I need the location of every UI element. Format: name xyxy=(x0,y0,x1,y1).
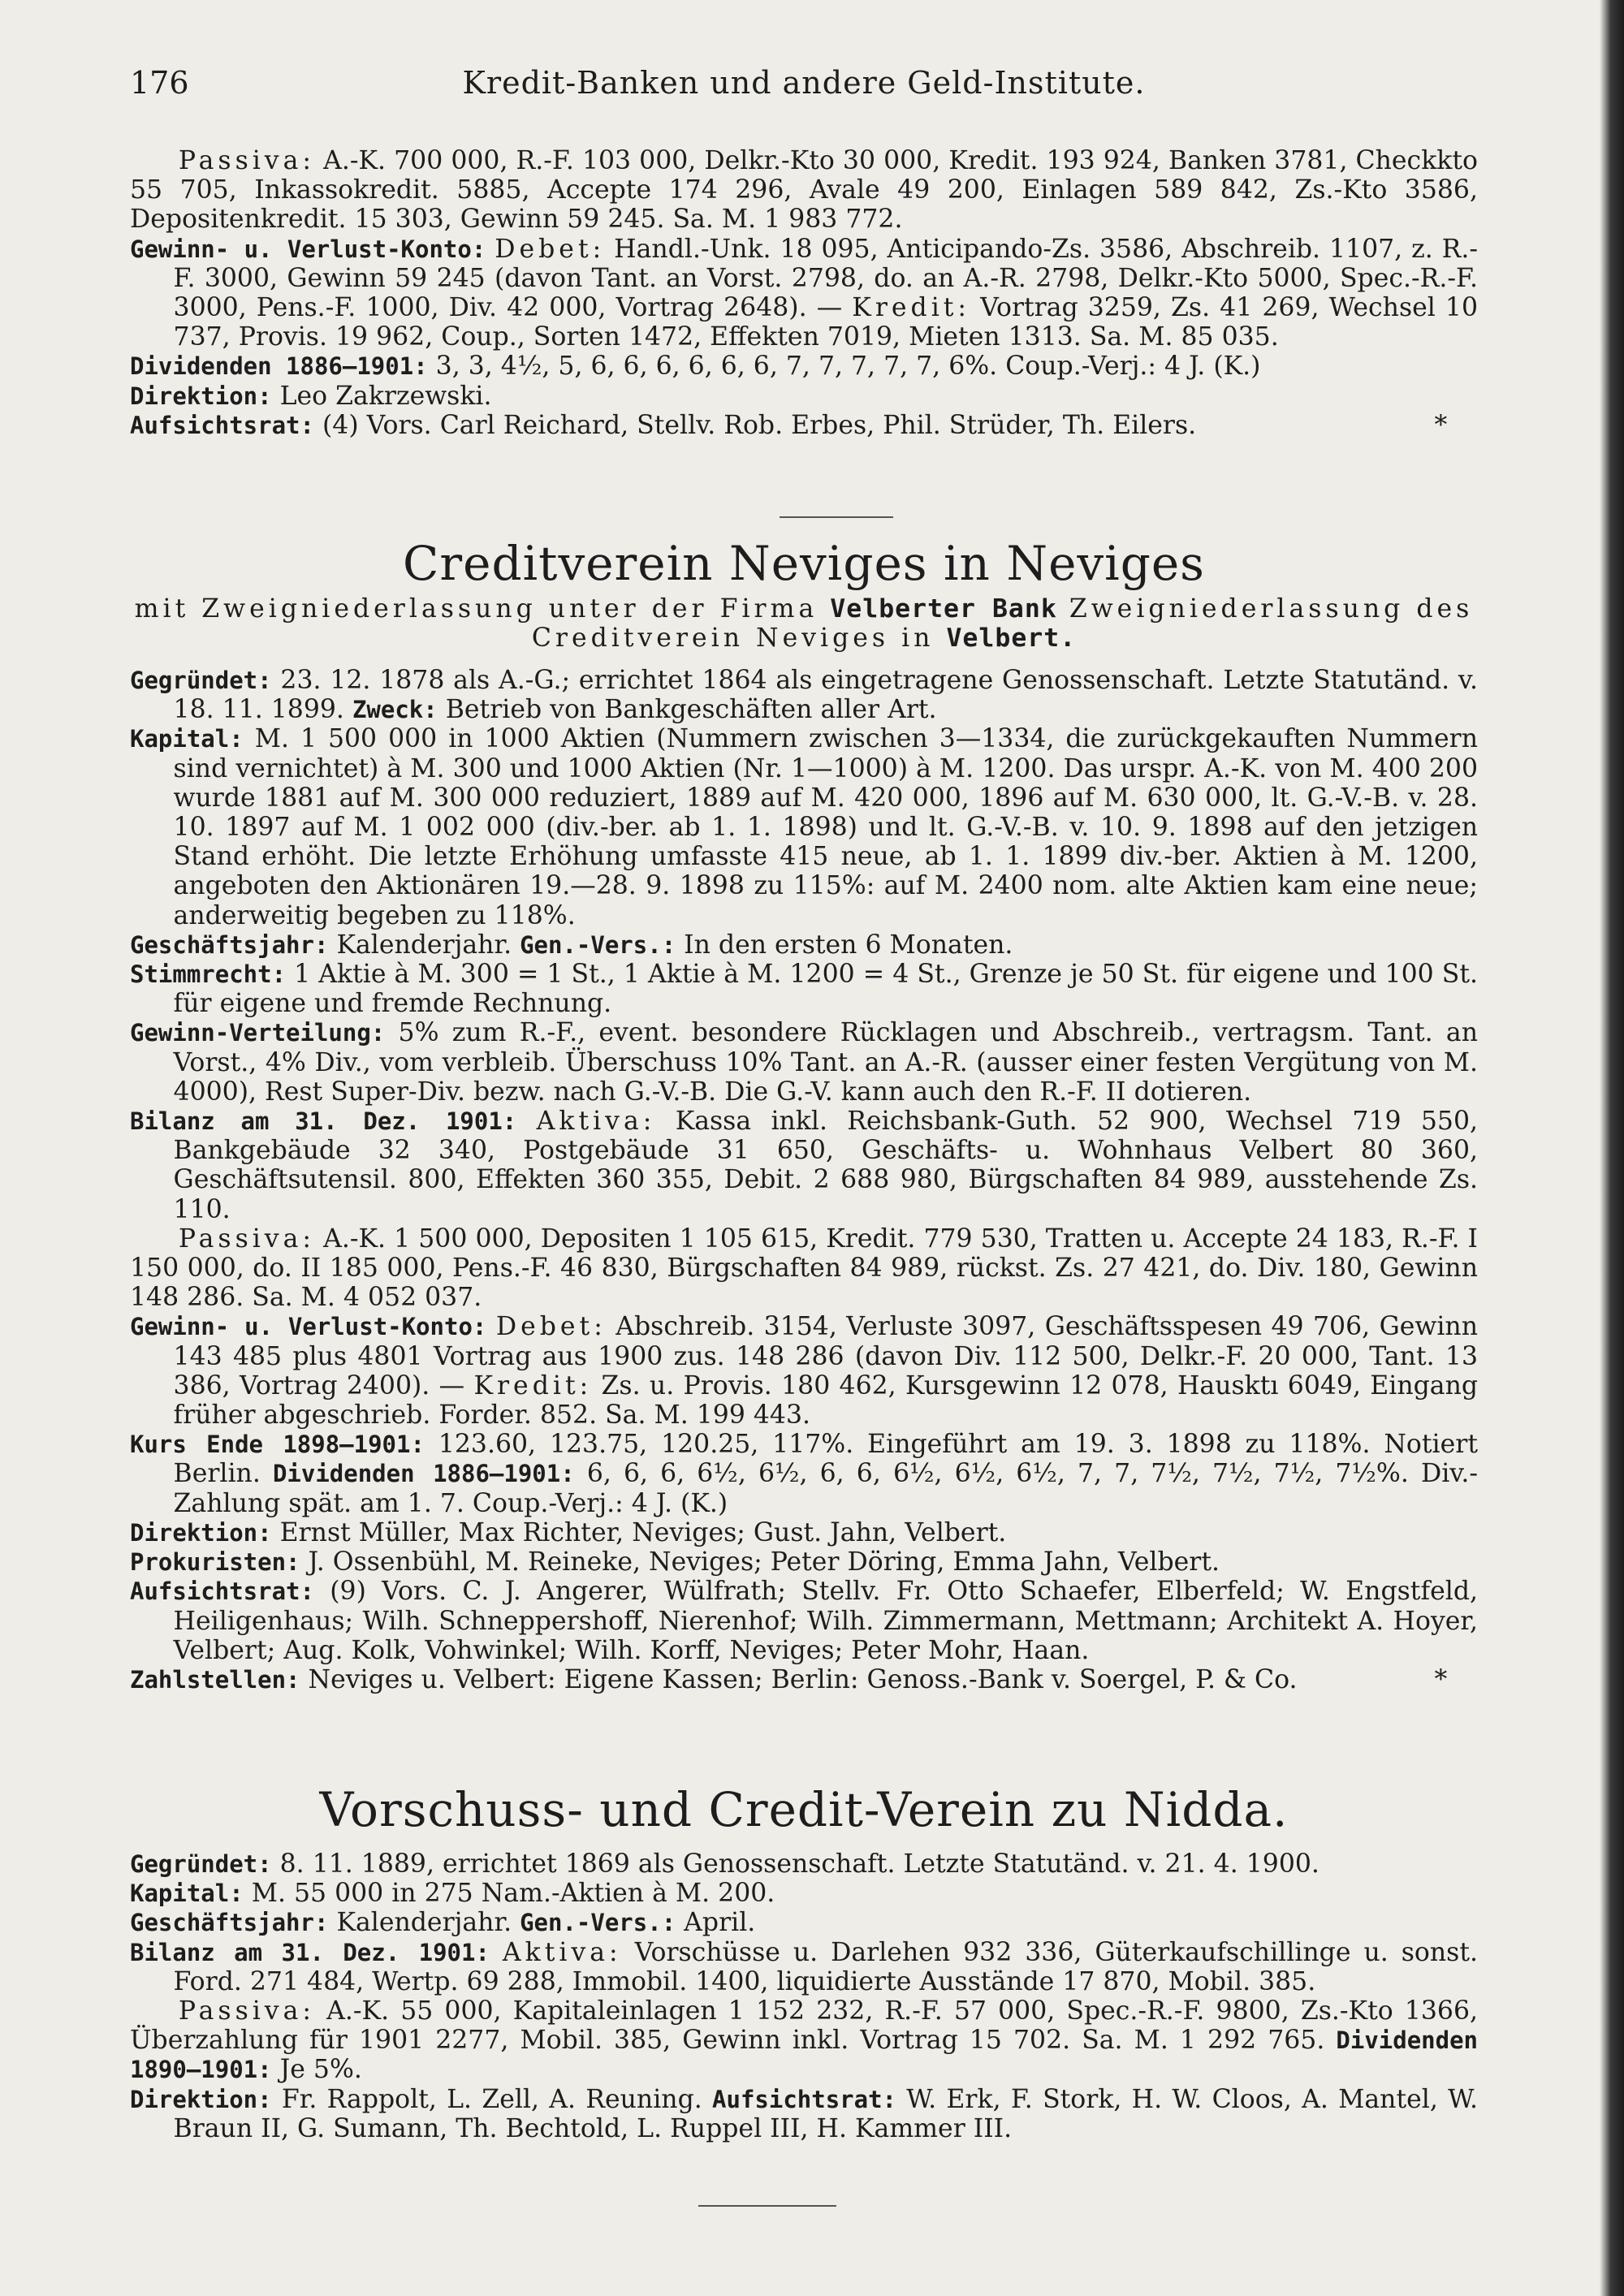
bilanz-passiva-entry: Passiva: A.-K. 1 500 000, Depositen 1 105 615, Kredit. 779 530, Tratten u. Accepte 24 183, R.-F. I 150 000, do. II 185 000, Pens.-F. 46 830, Bürgschaften 84 989, rückst. Zs. 27 421, do. Div. 180, Gewinn 148 286. Sa. M. 4 052 037. xyxy=(130,1224,1478,1313)
gegruendet-entry: Gegründet: 8. 11. 1889, errichtet 1869 als Genossenschaft. Letzte Statutänd. v. 21. 4. 1900. xyxy=(130,1849,1320,1879)
section-subtitle-neviges: mit Zweigniederlassung unter der Firma Velberter Bank Zweigniederlassung des Creditverein Neviges in Velbert. xyxy=(134,594,1474,654)
direktion-entry: Direktion: Ernst Müller, Max Richter, Neviges; Gust. Jahn, Velbert. xyxy=(130,1517,1007,1547)
gewinn-verlust-entry: Gewinn- u. Verlust-Konto: Debet: Handl.-Unk. 18 095, Anticipando-Zs. 3586, Abschreib. 1107, z. R.-F. 3000, Gewinn 59 245 (davon Tant. an Vorst. 2798, do. an A.-R. 2798, Delkr.-Kto 5000, Spec.-R.-F. 3000, Pens.-F. 1000, Div. 42 000, Vortrag 2648). — Kredit: Vortrag 3259, Zs. 41 269, Wechsel 10 737, Provis. 19 962, Coup., Sorten 1472, Effekten 7019, Mieten 1313. Sa. M. 85 035. xyxy=(130,234,1479,352)
page-header xyxy=(130,65,1478,114)
bottom-divider xyxy=(698,2205,836,2207)
page-number: 176 xyxy=(130,65,189,101)
kurs-entry: Kurs Ende 1898—1901: 123.60, 123.75, 120.25, 117%. Eingeführt am 19. 3. 1898 zu 118%. Notiert Berlin. Dividenden 1886—1901: 6, 6, 6, 6½, 6½, 6, 6, 6½, 6½, 6½, 7, 7, 7½, 7½, 7½, 7½%. Div.-Zahlung spät. am 1. 7. Coup.-Verj.: 4 J. (K.) xyxy=(130,1430,1479,1518)
kapital-entry: Kapital: M. 55 000 in 275 Nam.-Aktien à M. 200. xyxy=(130,1879,775,1909)
section-title-neviges: Creditverein Neviges in Neviges xyxy=(403,536,1205,591)
zahlstellen-entry: Zahlstellen: Neviges u. Velbert: Eigene Kassen; Berlin: Genoss.-Bank v. Soergel, P. & Co. * xyxy=(130,1664,1448,1694)
passiva-entry: Passiva: A.-K. 700 000, R.-F. 103 000, Delkr.-Kto 30 000, Kredit. 193 924, Banken 3781, Checkkto 55 705, Inkassokredit. 5885, Accepte 174 296, Avale 49 200, Einlagen 589 842, Zs.-Kto 3586, Depositenkredit. 15 303, Gewinn 59 245. Sa. M. 1 983 772. xyxy=(130,146,1479,235)
top-continuation-block xyxy=(130,146,1478,440)
aufsichtsrat-entry: Aufsichtsrat: (4) Vors. Carl Reichard, Stellv. Rob. Erbes, Phil. Strüder, Th. Eilers. * xyxy=(130,410,1448,440)
geschaeftsjahr-entry: Geschäftsjahr: Kalenderjahr. Gen.-Vers.: April. xyxy=(130,1908,756,1938)
bilanz-entry: Bilanz am 31. Dez. 1901: Aktiva: Vorschüsse u. Darlehen 932 336, Güterkaufschillinge u. sonst. Ford. 271 484, Wertp. 69 288, Immobil. 1400, liquidierte Ausstände 17 870, Mobil. 385. xyxy=(130,1937,1478,1996)
aufsichtsrat-entry: Aufsichtsrat: (9) Vors. C. J. Angerer, Wülfrath; Stellv. Fr. Otto Schaefer, Elberfeld; W. Engstfeld, Heiligenhaus; Wilh. Schneppershoff, Nierenhof; Wilh. Zimmermann, Mettmann; Architekt A. Hoyer, Velbert; Aug. Kolk, Vohwinkel; Wilh. Korff, Neviges; Peter Mohr, Haan. xyxy=(130,1577,1478,1665)
gewinn-verlust-konto-entry: Gewinn- u. Verlust-Konto: Debet: Abschreib. 3154, Verluste 3097, Geschäftsspesen 49 706, Gewinn 143 485 plus 4801 Vortrag aus 1900 zus. 148 286 (davon Div. 112 500, Delkr.-F. 20 000, Tant. 13 386, Vortrag 2400). — Kredit: Zs. u. Provis. 180 462, Kursgewinn 12 078, Hausktı 6049, Eingang früher abgeschrieb. Forder. 852. Sa. M. 199 443. xyxy=(130,1312,1479,1431)
kapital-entry: Kapital: M. 1 500 000 in 1000 Aktien (Nummern zwischen 3—1334, die zurückgekauften Nummern sind vernichtet) à M. 300 und 1000 Aktien (Nr. 1—1000) à M. 1200. Das urspr. A.-K. von M. 400 200 wurde 1881 auf M. 300 000 reduziert, 1889 auf M. 420 000, 1896 auf M. 630 000, lt. G.-V.-B. v. 28. 10. 1897 auf M. 1 002 000 (div.-ber. ab 1. 1. 1898) und lt. G.-V.-B. v. 10. 9. 1898 auf den jetzigen Stand erhöht. Die letzte Erhöhung umfasste 415 neue, ab 1. 1. 1899 div.-ber. Aktien à M. 1200, angeboten den Aktionären 19.—28. 9. 1898 zu 115%: auf M. 2400 nom. alte Aktien kam eine neue; anderweitig begeben zu 118%. xyxy=(130,724,1478,930)
bilanz-entry: Bilanz am 31. Dez. 1901: Aktiva: Kassa inkl. Reichsbank-Guth. 52 900, Wechsel 719 550, Bankgebäude 32 340, Postgebäude 31 650, Geschäfts- u. Wohnhaus Velbert 80 360, Geschäftsutensil. 800, Effekten 360 355, Debit. 2 688 980, Bürgschaften 84 989, ausstehende Zs. 110. xyxy=(130,1107,1479,1224)
geschaeftsjahr-entry: Geschäftsjahr: Kalenderjahr. Gen.-Vers.: In den ersten 6 Monaten. xyxy=(130,930,1013,960)
dividenden-entry: Dividenden 1886—1901: 3, 3, 4½, 5, 6, 6, 6, 6, 6, 6, 7, 7, 7, 7, 7, 6%. Coup.-Verj.: 4 J. (K.) xyxy=(130,352,1261,382)
neviges-body xyxy=(130,666,1478,1694)
nidda-body xyxy=(130,1849,1478,2143)
prokuristen-entry: Prokuristen: J. Ossenbühl, M. Reineke, Neviges; Peter Döring, Emma Jahn, Velbert. xyxy=(130,1547,1220,1577)
section-title-nidda: Vorschuss- und Credit-Verein zu Nidda. xyxy=(319,1782,1289,1837)
running-title: Kredit-Banken und andere Geld-Institute. xyxy=(462,65,1146,101)
direktion-entry: Direktion: Leo Zakrzewski. xyxy=(130,381,492,411)
page-edge-shadow xyxy=(1600,0,1624,2296)
section-divider xyxy=(780,516,893,518)
direktion-entry: Direktion: Fr. Rappolt, L. Zell, A. Reuning. Aufsichtsrat: W. Erk, F. Stork, H. W. Cloos, A. Mantel, W. Braun II, G. Sumann, Th. Bechtold, L. Ruppel III, H. Kammer III. xyxy=(130,2084,1478,2143)
bilanz-passiva-entry: Passiva: A.-K. 55 000, Kapitaleinlagen 1 152 232, R.-F. 57 000, Spec.-R.-F. 9800, Zs.-Kto 1366, Überzahlung für 1901 2277, Mobil. 385, Gewinn inkl. Vortrag 15 702. Sa. M. 1 292 765. Dividenden 1890—1901: Je 5%. xyxy=(130,1996,1479,2085)
gegruendet-entry: Gegründet: 23. 12. 1878 als A.-G.; errichtet 1864 als eingetragene Genossenschaft. Letzte Statutänd. v. 18. 11. 1899. Zweck: Betrieb von Bankgeschäften aller Art. xyxy=(130,666,1479,725)
stimmrecht-entry: Stimmrecht: 1 Aktie à M. 300 = 1 St., 1 Aktie à M. 1200 = 4 St., Grenze je 50 St. für eigene und 100 St. für eigene und fremde Rechnung. xyxy=(130,960,1478,1019)
gewinn-verteilung-entry: Gewinn-Verteilung: 5% zum R.-F., event. besondere Rücklagen und Abschreib., vertragsm. Tant. an Vorst., 4% Div., vom verbleib. Überschuss 10% Tant. an A.-R. (ausser einer festen Vergütung von M. 4000), Rest Super-Div. bezw. nach G.-V.-B. Die G.-V. kann auch den R.-F. II dotieren. xyxy=(130,1018,1478,1107)
